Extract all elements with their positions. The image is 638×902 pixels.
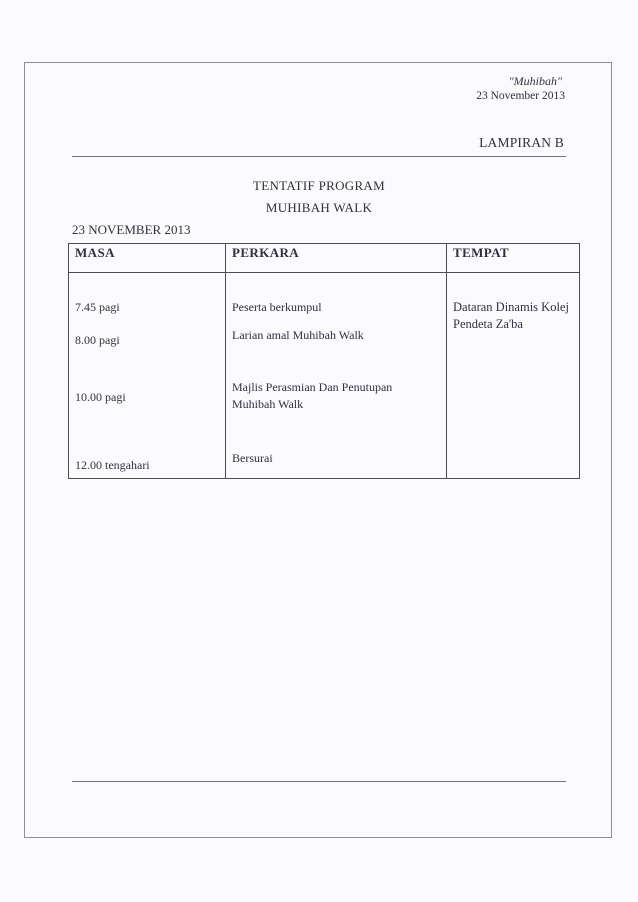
table-body-row: [69, 273, 580, 479]
table-header-row: [69, 244, 580, 273]
activity-entry: Peserta berkumpul: [232, 300, 322, 314]
time-column: [69, 273, 226, 479]
time-entry: 10.00 pagi: [75, 390, 126, 404]
activity-column: [226, 273, 447, 479]
time-entry: 7.45 pagi: [75, 300, 120, 314]
program-subtitle: MUHIBAH WALK: [265, 200, 373, 215]
attachment-label: LAMPIRAN B: [479, 135, 564, 150]
activity-entry: Larian amal Muhibah Walk: [232, 328, 364, 342]
top-divider: [72, 156, 566, 157]
program-title: TENTATIF PROGRAM: [253, 178, 385, 193]
activity-entry: Majlis Perasmian Dan Penutupan Muhibah Walk: [232, 380, 393, 411]
schedule-table: [68, 243, 580, 479]
header-date: 23 November 2013: [476, 90, 565, 102]
header-event-title: "Muhibah": [508, 74, 562, 88]
activity-entry: Bersurai: [232, 451, 273, 465]
bottom-divider: [72, 781, 566, 782]
schedule-date: 23 NOVEMBER 2013: [72, 222, 191, 237]
column-header-perkara: PERKARA: [226, 244, 447, 273]
time-entry: 12.00 tengahari: [75, 458, 150, 472]
column-header-masa: MASA: [69, 244, 226, 273]
venue-entry: Dataran Dinamis Kolej Pendeta Za'ba: [453, 300, 569, 331]
venue-column: [447, 273, 580, 479]
time-entry: 8.00 pagi: [75, 333, 120, 347]
column-header-tempat: TEMPAT: [447, 244, 580, 273]
